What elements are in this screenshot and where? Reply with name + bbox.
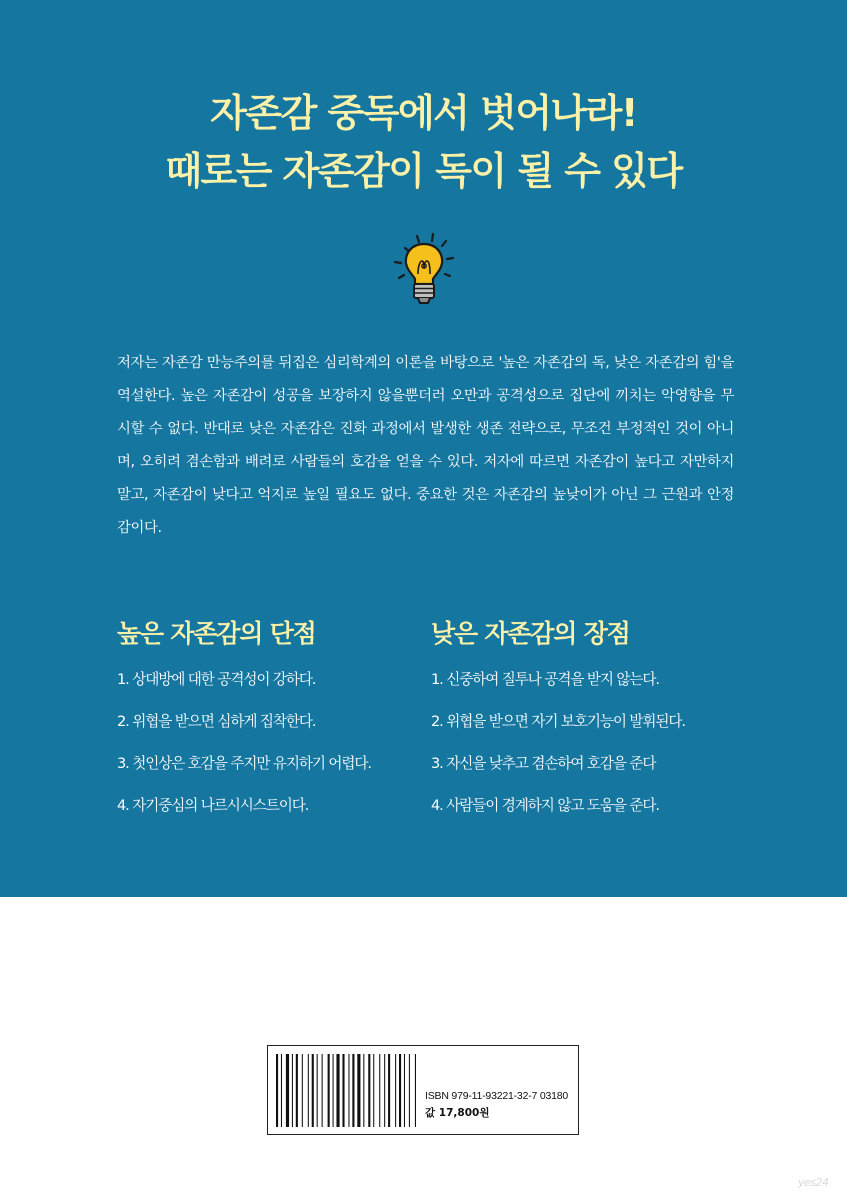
price-label: 값 17,800원 bbox=[425, 1107, 490, 1119]
low-self-esteem-section bbox=[431, 612, 761, 838]
list-item: 3. 자신을 낮추고 겸손하여 호감을 준다 bbox=[431, 755, 656, 772]
barcode-bar bbox=[317, 1054, 318, 1127]
barcode-bar bbox=[384, 1054, 385, 1127]
high-self-esteem-list bbox=[117, 670, 447, 838]
high-self-esteem-section bbox=[117, 612, 447, 838]
barcode-bar bbox=[312, 1054, 314, 1127]
low-self-esteem-title: 낮은 자존감의 장점 bbox=[431, 619, 630, 648]
high-self-esteem-title: 높은 자존감의 단점 bbox=[117, 619, 316, 648]
barcode-bar bbox=[308, 1054, 309, 1127]
barcode-image bbox=[276, 1054, 416, 1127]
low-self-esteem-list bbox=[431, 670, 761, 838]
barcode-bar bbox=[363, 1054, 364, 1127]
list-item: 4. 사람들이 경계하지 않고 도움을 준다. bbox=[431, 797, 659, 814]
barcode-bar bbox=[336, 1054, 339, 1127]
barcode-bar bbox=[333, 1054, 334, 1127]
barcode-bar bbox=[296, 1054, 298, 1127]
barcode-bar bbox=[388, 1054, 390, 1127]
lightbulb-icon bbox=[384, 228, 464, 308]
barcode-bar bbox=[357, 1054, 360, 1127]
barcode-bar bbox=[281, 1054, 282, 1127]
isbn-number: ISBN 979-11-93221-32-7 03180 bbox=[425, 1090, 569, 1102]
headline bbox=[0, 84, 847, 200]
list-item: 3. 첫인상은 호감을 주지만 유지하기 어렵다. bbox=[117, 755, 371, 772]
list-item: 2. 위협을 받으면 심하게 집착한다. bbox=[117, 713, 316, 730]
barcode-block bbox=[267, 1045, 579, 1135]
list-item: 1. 신중하여 질투나 공격을 받지 않는다. bbox=[431, 671, 659, 688]
barcode-bar bbox=[352, 1054, 354, 1127]
list-item: 4. 자기중심의 나르시시스트이다. bbox=[117, 797, 309, 814]
barcode-bar bbox=[286, 1054, 289, 1127]
barcode-bar bbox=[328, 1054, 330, 1127]
list-item: 2. 위협을 받으면 자기 보호기능이 발휘된다. bbox=[431, 713, 685, 730]
barcode-bar bbox=[395, 1054, 396, 1127]
barcode-bar bbox=[348, 1054, 349, 1127]
barcode-bar bbox=[276, 1054, 278, 1127]
barcode-bar bbox=[373, 1054, 374, 1127]
barcode-bar bbox=[322, 1054, 323, 1127]
book-description: 저자는 자존감 만능주의를 뒤집은 심리학계의 이론을 바탕으로 '높은 자존감의 독, 낮은 자존감의 힘'을 역설한다. 높은 자존감이 성공을 보장하지 않을뿐더러 오만과 공격성으로 집단에 끼치는 악영향을 무시할 수 없다. 반대로 낮은 자존감은 진화 과정에서 발생한 생존 전략으로, 무조건 부정적인 것이 아니며, 오히려 겸손함과 배려로 사람들의 호감을 얻을 수 있다. 저자에 따르면 자존감이 높다고 자만하지 말고, 자존감이 낮다고 억지로 높일 필요도 없다. 중요한 것은 자존감의 높낮이가 아닌 그 근원과 안정감이다. bbox=[117, 355, 734, 536]
barcode-bar bbox=[302, 1054, 303, 1127]
barcode-bar bbox=[399, 1054, 401, 1127]
barcode-bar bbox=[342, 1054, 344, 1127]
barcode-bar bbox=[379, 1054, 380, 1127]
headline-line-1: 자존감 중독에서 벗어나라! bbox=[210, 91, 637, 135]
barcode-bar bbox=[404, 1054, 405, 1127]
barcode-bar bbox=[409, 1054, 410, 1127]
headline-line-2: 때로는 자존감이 독이 될 수 있다 bbox=[165, 149, 682, 193]
watermark-logo: yes24 bbox=[798, 1176, 829, 1189]
barcode-bar bbox=[292, 1054, 293, 1127]
barcode-bar bbox=[368, 1054, 370, 1127]
barcode-bar bbox=[415, 1054, 416, 1127]
list-item: 1. 상대방에 대한 공격성이 강하다. bbox=[117, 671, 316, 688]
